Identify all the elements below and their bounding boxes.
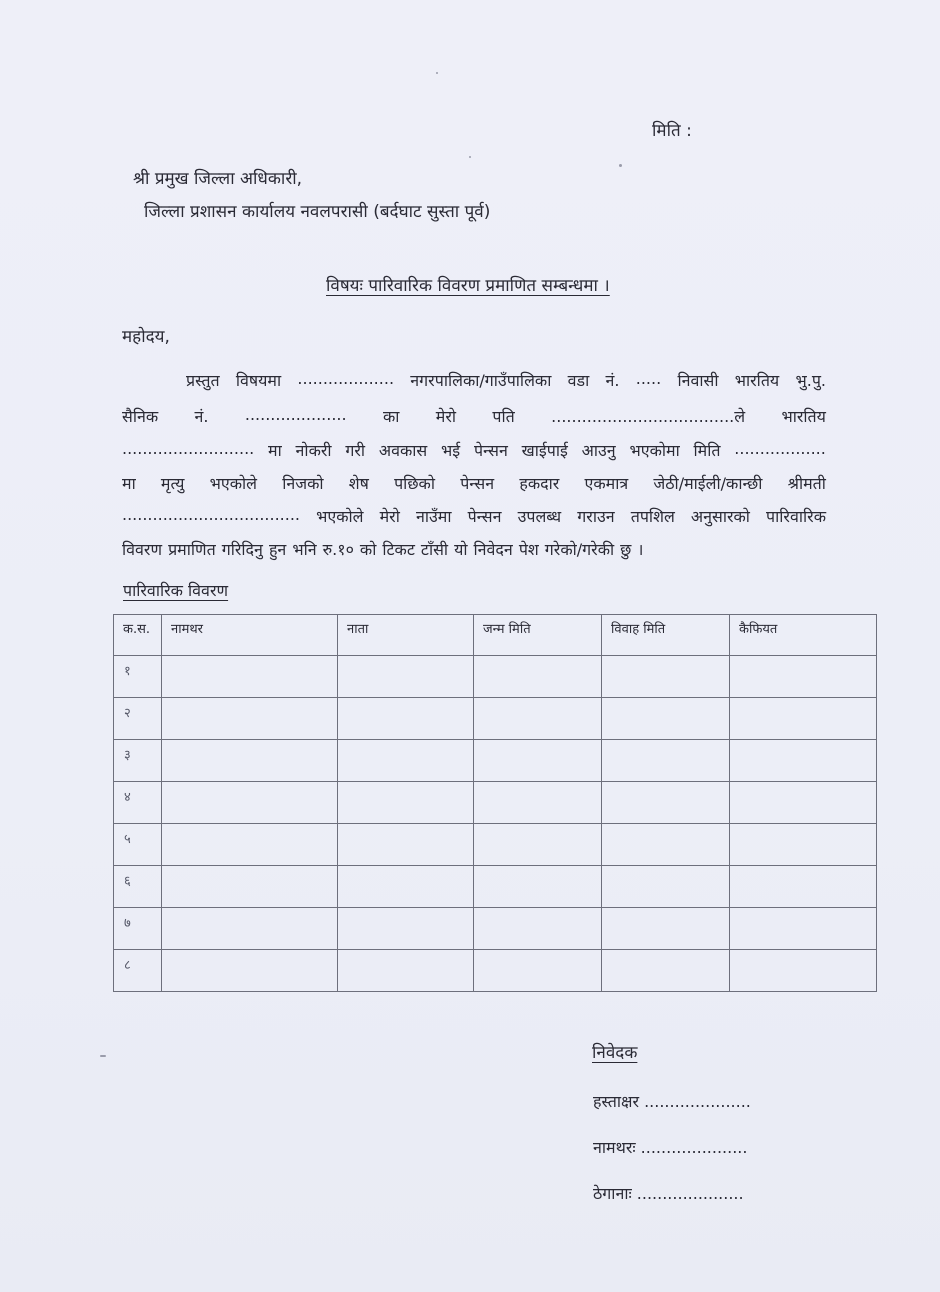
body-word: छु [620, 540, 632, 559]
blank-cell [602, 866, 730, 908]
scan-speck [436, 72, 438, 74]
body-word: मा [268, 441, 282, 460]
blank-cell [730, 656, 877, 698]
body-word: यो [454, 540, 468, 559]
table-caption: पारिवारिक विवरण [123, 581, 229, 600]
body-line [122, 538, 826, 560]
body-word: नगरपालिका/गाउँपालिका [410, 371, 552, 390]
body-word: प्रस्तुत [186, 371, 220, 390]
body-word: भारतिय [734, 371, 780, 390]
body-word: वडा [567, 371, 590, 390]
blank-cell [474, 866, 602, 908]
blank-cell [730, 950, 877, 992]
blank-cell [338, 656, 474, 698]
serial-number-cell: ३ [114, 740, 162, 782]
body-word: एकमात्र [584, 474, 629, 493]
body-word: प्रमाणित [168, 540, 216, 559]
table-row [114, 866, 877, 908]
body-line [122, 472, 826, 494]
table-header-cell: नामथर [162, 615, 338, 656]
blank-cell [162, 656, 338, 698]
blank-cell [162, 908, 338, 950]
blank-cell [474, 824, 602, 866]
body-word: गरी [345, 441, 366, 460]
scan-speck [100, 1055, 106, 1057]
blank-cell [602, 824, 730, 866]
body-word: पति [492, 407, 515, 426]
blank-cell [338, 866, 474, 908]
blank-cell [162, 866, 338, 908]
table-row [114, 908, 877, 950]
blank-cell [162, 698, 338, 740]
body-word: हुन [268, 540, 287, 559]
blank-cell [338, 782, 474, 824]
body-word: पेन्सन [473, 441, 508, 460]
body-word: उपलब्ध [517, 507, 562, 526]
blank-cell [730, 824, 877, 866]
body-word: निवेदन [473, 540, 513, 559]
blank-cell [162, 782, 338, 824]
blank-cell [338, 824, 474, 866]
blank-cell [474, 656, 602, 698]
table-header-cell: जन्म मिति [474, 615, 602, 656]
blank-cell [730, 908, 877, 950]
body-word: आउनु [581, 441, 616, 460]
body-word: हकदार [519, 474, 560, 493]
body-word: .................. [734, 439, 826, 458]
body-word: .......................... [122, 439, 255, 458]
body-word: शेष [348, 474, 369, 493]
blank-cell [474, 908, 602, 950]
recipient-line-1: श्री प्रमुख जिल्ला अधिकारी, [133, 169, 303, 189]
body-word: विषयमा [235, 371, 282, 390]
blank-cell [474, 782, 602, 824]
body-word: पेन्सन [460, 474, 495, 493]
body-word: भनि [292, 540, 317, 559]
blank-cell [602, 950, 730, 992]
address-field: ठेगानाः ..................... [593, 1184, 744, 1203]
body-word: टाँसी [420, 540, 449, 559]
body-word: मा [122, 474, 136, 493]
serial-number-cell: ६ [114, 866, 162, 908]
body-word: अनुसारको [690, 507, 750, 526]
body-word: टिकट [382, 540, 415, 559]
body-word: पछिको [394, 474, 435, 493]
blank-cell [730, 866, 877, 908]
body-word: गराउन [577, 507, 615, 526]
serial-number-cell: ४ [114, 782, 162, 824]
body-word: पेश [518, 540, 539, 559]
body-word: नाउँमा [415, 507, 452, 526]
body-word: भई [441, 441, 461, 460]
blank-cell [602, 698, 730, 740]
body-word: को [359, 540, 377, 559]
table-row [114, 656, 877, 698]
salutation: महोदय, [122, 327, 170, 347]
applicant-heading: निवेदक [592, 1043, 638, 1063]
blank-cell [602, 908, 730, 950]
body-word: विवरण [122, 540, 163, 559]
body-word: पारिवारिक [766, 507, 826, 526]
body-word: अवकास [378, 441, 428, 460]
table-row [114, 824, 877, 866]
body-word: भारतिय [781, 407, 826, 426]
body-word: ................... [297, 369, 395, 388]
subject-line: विषयः पारिवारिक विवरण प्रमाणित सम्बन्धमा । [326, 276, 610, 296]
body-word: मिति [693, 441, 721, 460]
table-header-row [114, 615, 877, 656]
family-details-table [113, 614, 877, 992]
table-row [114, 950, 877, 992]
body-word: मृत्यु [160, 474, 185, 493]
blank-cell [602, 740, 730, 782]
body-word: रु.१० [322, 540, 354, 559]
blank-cell [602, 656, 730, 698]
body-word: ....................................ले [551, 407, 746, 426]
body-word: .................... [244, 405, 347, 424]
body-word: खाईपाई [521, 441, 568, 460]
body-word: जेठी/माईली/कान्छी [653, 474, 763, 493]
body-word: ................................... [122, 505, 301, 524]
blank-cell [162, 824, 338, 866]
table-header-cell: नाता [338, 615, 474, 656]
body-word: निजको [282, 474, 324, 493]
scan-speck [469, 156, 471, 158]
body-word: नं. [605, 371, 620, 390]
body-word: भएकोमा [629, 441, 680, 460]
blank-cell [474, 698, 602, 740]
serial-number-cell: ७ [114, 908, 162, 950]
blank-cell [338, 908, 474, 950]
body-word: भु.पु. [795, 371, 826, 390]
table-row [114, 740, 877, 782]
blank-cell [474, 950, 602, 992]
serial-number-cell: ५ [114, 824, 162, 866]
name-field: नामथरः ..................... [593, 1138, 748, 1157]
body-word: पेन्सन [467, 507, 502, 526]
body-line [186, 369, 826, 391]
blank-cell [162, 740, 338, 782]
body-word: गरिदिनु [221, 540, 263, 559]
body-line [122, 439, 826, 461]
body-word: । [637, 540, 644, 559]
blank-cell [730, 698, 877, 740]
body-word: निवासी [677, 371, 719, 390]
signature-field: हस्ताक्षर ..................... [593, 1092, 751, 1111]
body-word: तपशिल [630, 507, 675, 526]
blank-cell [730, 782, 877, 824]
body-word: का [382, 407, 400, 426]
body-line [122, 505, 826, 527]
body-word: नं. [194, 407, 209, 426]
table-row [114, 782, 877, 824]
table-header-cell: विवाह मिति [602, 615, 730, 656]
body-line [122, 405, 826, 427]
table-header-cell: कैफियत [730, 615, 877, 656]
blank-cell [474, 740, 602, 782]
blank-cell [602, 782, 730, 824]
blank-cell [162, 950, 338, 992]
body-word: ..... [635, 369, 662, 388]
scan-speck [619, 164, 622, 167]
body-word: मेरो [435, 407, 457, 426]
body-word: श्रीमती [787, 474, 826, 493]
serial-number-cell: १ [114, 656, 162, 698]
blank-cell [338, 698, 474, 740]
serial-number-cell: २ [114, 698, 162, 740]
body-word: गरेको/गरेकी [544, 540, 615, 559]
body-word: नोकरी [295, 441, 332, 460]
blank-cell [338, 950, 474, 992]
recipient-line-2: जिल्ला प्रशासन कार्यालय नवलपरासी (बर्दघाट सुस्ता पूर्व) [144, 202, 491, 222]
table-row [114, 698, 877, 740]
blank-cell [730, 740, 877, 782]
body-word: भएकोले [316, 507, 364, 526]
body-word: सैनिक [122, 407, 159, 426]
date-label: मिति : [652, 121, 692, 141]
serial-number-cell: ८ [114, 950, 162, 992]
body-word: भएकोले [209, 474, 258, 493]
body-word: मेरो [379, 507, 400, 526]
table-header-cell: क.स. [114, 615, 162, 656]
table-body [114, 656, 877, 992]
blank-cell [338, 740, 474, 782]
